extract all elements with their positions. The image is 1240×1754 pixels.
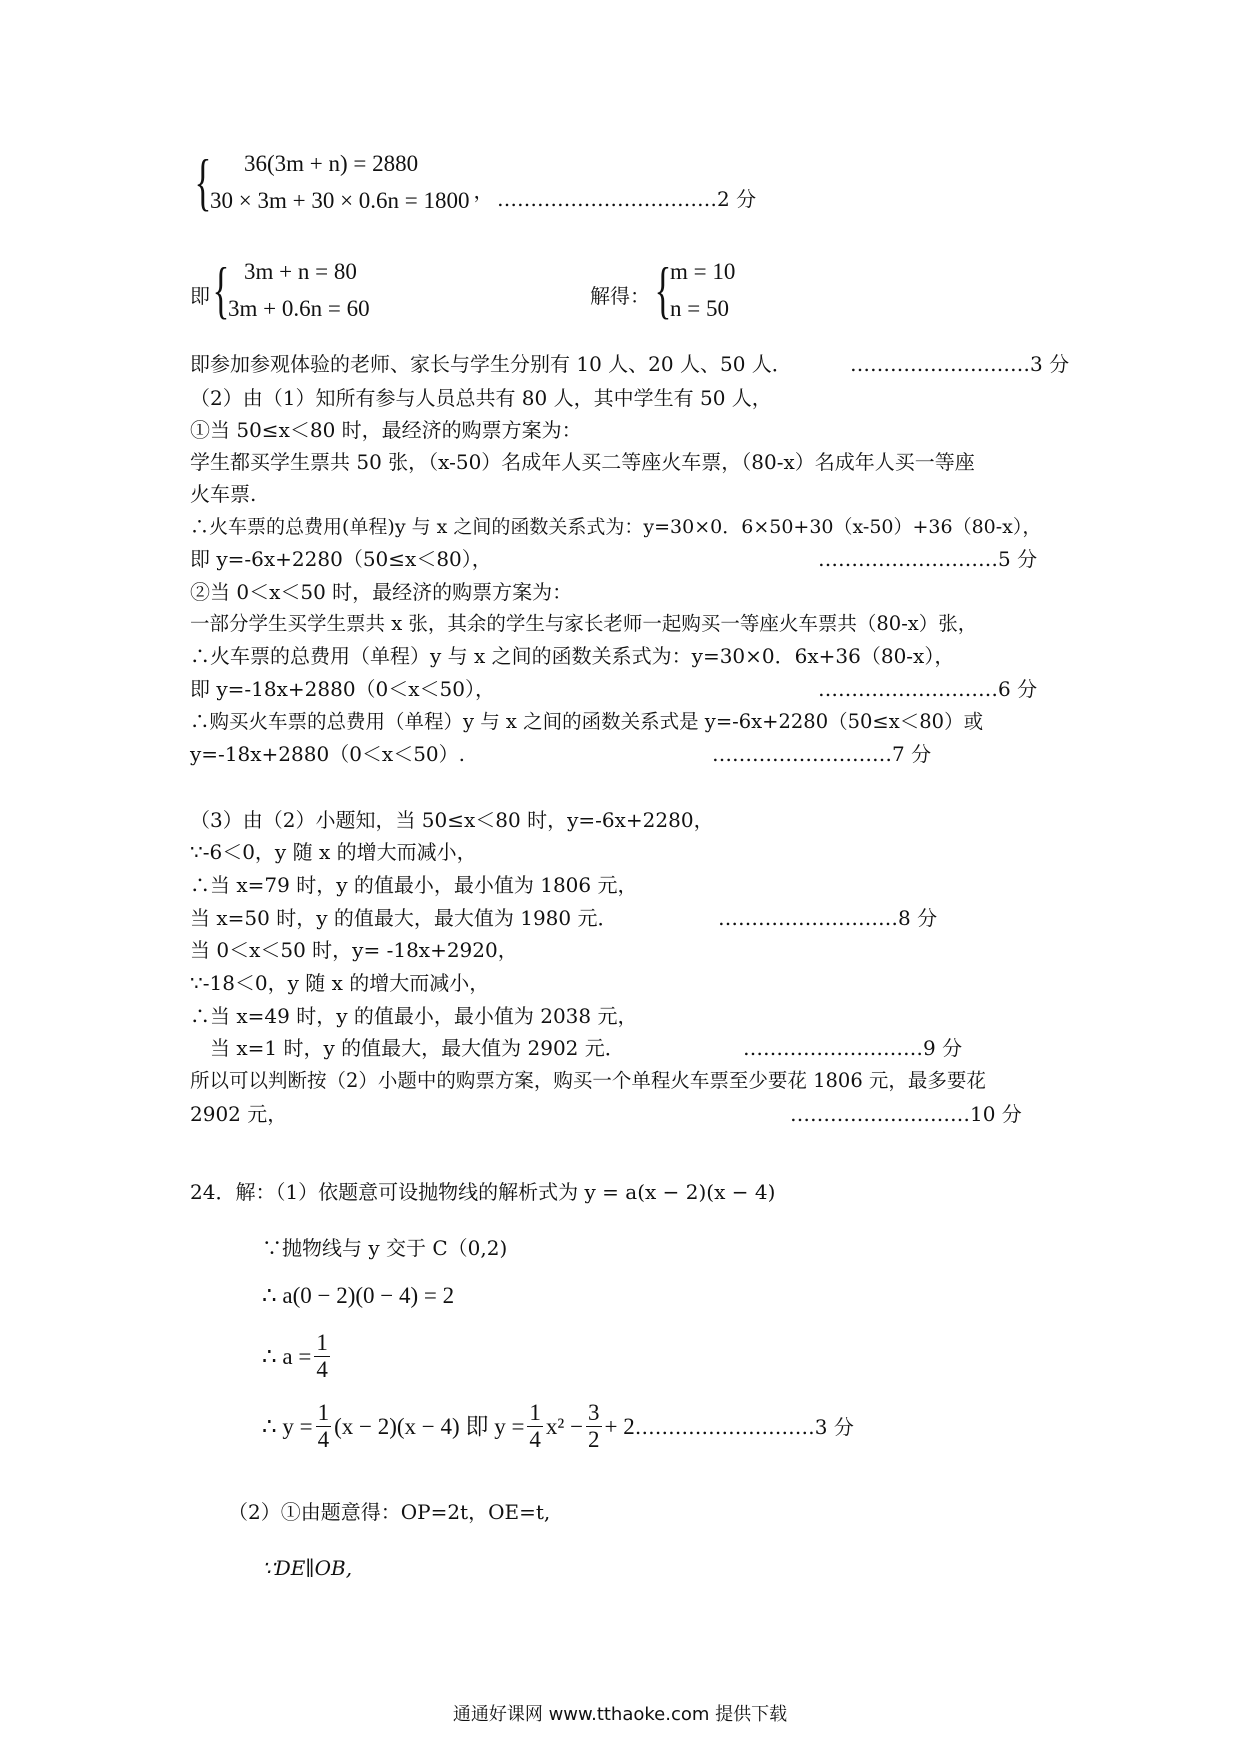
system2-eq1: 3m + n = 80: [244, 259, 357, 284]
q24-line-6: （2）①由题意得：OP=2t，OE=t,: [228, 1500, 551, 1524]
solution-n: n = 50: [670, 296, 729, 321]
q24-a-prefix: ∴ a =: [262, 1343, 312, 1369]
q24-line-2: ∵抛物线与 y 交于 C（0,2): [262, 1236, 508, 1260]
equation-system-1: [190, 146, 494, 217]
numerator: 3: [588, 1400, 600, 1425]
fraction-3-2: [586, 1400, 602, 1453]
line-8: ②当 0＜x＜50 时，最经济的购票方案为：: [190, 580, 573, 604]
line-21: 当 x=1 时，y 的值最大，最大值为 2902 元．: [210, 1036, 625, 1060]
line-3: ①当 50≤x＜80 时，最经济的购票方案为：: [190, 418, 582, 442]
line-12: ∴购买火车票的总费用（单程）y 与 x 之间的函数关系式是 y=-6x+2280（50≤x＜80）或: [190, 710, 984, 733]
numerator: 1: [316, 1330, 328, 1355]
solution-system: [650, 254, 736, 325]
line-5: 火车票.: [190, 482, 257, 506]
denominator: 4: [317, 1427, 330, 1452]
left-brace-icon: {: [194, 146, 212, 217]
line-9: 一部分学生买学生票共 x 张，其余的学生与家长老师一起购买一等座火车票共（80-x）张，: [190, 612, 978, 635]
line-1: 即参加参观体验的老师、家长与学生分别有 10 人、20 人、50 人．: [190, 352, 792, 376]
score-7: ………………………7 分: [712, 742, 932, 766]
q24-y-prefix: ∴ y =: [262, 1413, 313, 1439]
line-22: 所以可以判断按（2）小题中的购票方案，购买一个单程火车票至少要花 1806 元，最多要花: [190, 1069, 986, 1092]
q24-line-5: [262, 1400, 854, 1453]
system1-eq2: 30 × 3m + 30 × 0.6n = 1800: [210, 188, 470, 213]
score-3: ………………………3 分: [850, 352, 1070, 376]
q24-tail: + 2: [604, 1413, 635, 1439]
line-4: 学生都买学生票共 50 张，（x-50）名成年人买二等座火车票，（80-x）名成年人买一等座: [190, 450, 975, 474]
line-2: （2）由（1）知所有参与人员总共有 80 人，其中学生有 50 人，: [190, 386, 772, 410]
line-13: y=-18x+2880（0＜x＜50）.: [190, 742, 466, 766]
line-11: 即 y=-18x+2880（0＜x＜50），: [190, 677, 496, 701]
left-brace-icon: {: [212, 254, 230, 325]
line-20: ∴当 x=49 时，y 的值最小，最小值为 2038 元，: [190, 1004, 638, 1028]
score-10: ………………………10 分: [790, 1102, 1022, 1126]
solve-label: 解得：: [590, 284, 650, 308]
q24-line-1: 24．解：（1）依题意可设抛物线的解析式为 y = a(x − 2)(x − 4): [190, 1180, 776, 1204]
denominator: 4: [316, 1357, 328, 1382]
denominator: 4: [529, 1427, 541, 1452]
line-6: ∴火车票的总费用(单程)y 与 x 之间的函数关系式为：y=30×0．6×50+30（x-50）+36（80-x），: [190, 516, 1042, 538]
q24-mid: (x − 2)(x − 4) 即 y =: [334, 1413, 525, 1439]
line-19: ∵-18＜0，y 随 x 的增大而减小，: [190, 971, 490, 995]
page-footer: 通通好课网 www.tthaoke.com 提供下载: [452, 1704, 788, 1725]
score-2: ……………………………2 分: [497, 187, 757, 211]
q24-line-7: ∵DE∥OB,: [262, 1556, 353, 1580]
numerator: 1: [317, 1400, 330, 1425]
system1-eq1: 36(3m + n) = 2880: [244, 151, 419, 176]
line-15: ∵-6＜0，y 随 x 的增大而减小，: [190, 840, 477, 864]
line-16: ∴当 x=79 时，y 的值最小，最小值为 1806 元，: [190, 873, 638, 897]
q24-line-4: [262, 1330, 333, 1383]
line-18: 当 0＜x＜50 时，y= -18x+2920，: [190, 938, 518, 962]
q24-x-squared: x² −: [545, 1413, 584, 1439]
system1-tail: ，: [473, 179, 494, 203]
line-23: 2902 元，: [190, 1102, 288, 1126]
q24-line-3: ∴ a(0 − 2)(0 − 4) = 2: [262, 1283, 455, 1308]
line-14: （3）由（2）小题知，当 50≤x＜80 时，y=-6x+2280，: [190, 808, 714, 832]
fraction-1-4: [316, 1400, 332, 1453]
score-3-q24: ………………………3 分: [634, 1414, 854, 1439]
score-6: ………………………6 分: [818, 677, 1038, 701]
line-10: ∴火车票的总费用（单程）y 与 x 之间的函数关系式为：y=30×0．6x+36（80-x），: [190, 644, 955, 668]
score-8: ………………………8 分: [718, 906, 938, 930]
solution-m: m = 10: [670, 259, 736, 284]
score-5: ………………………5 分: [818, 547, 1038, 571]
system2-eq2: 3m + 0.6n = 60: [228, 296, 370, 321]
line-17: 当 x=50 时，y 的值最大，最大值为 1980 元．: [190, 906, 618, 930]
line-7: 即 y=-6x+2280（50≤x＜80），: [190, 547, 492, 571]
fraction-1-4: [314, 1330, 330, 1383]
left-brace-icon: {: [654, 254, 672, 325]
fraction-1-4: [527, 1400, 543, 1453]
system2-prefix: 即: [190, 284, 210, 308]
equation-system-2: [208, 254, 370, 325]
numerator: 1: [529, 1400, 541, 1425]
score-9: ………………………9 分: [743, 1036, 963, 1060]
denominator: 2: [588, 1427, 600, 1452]
